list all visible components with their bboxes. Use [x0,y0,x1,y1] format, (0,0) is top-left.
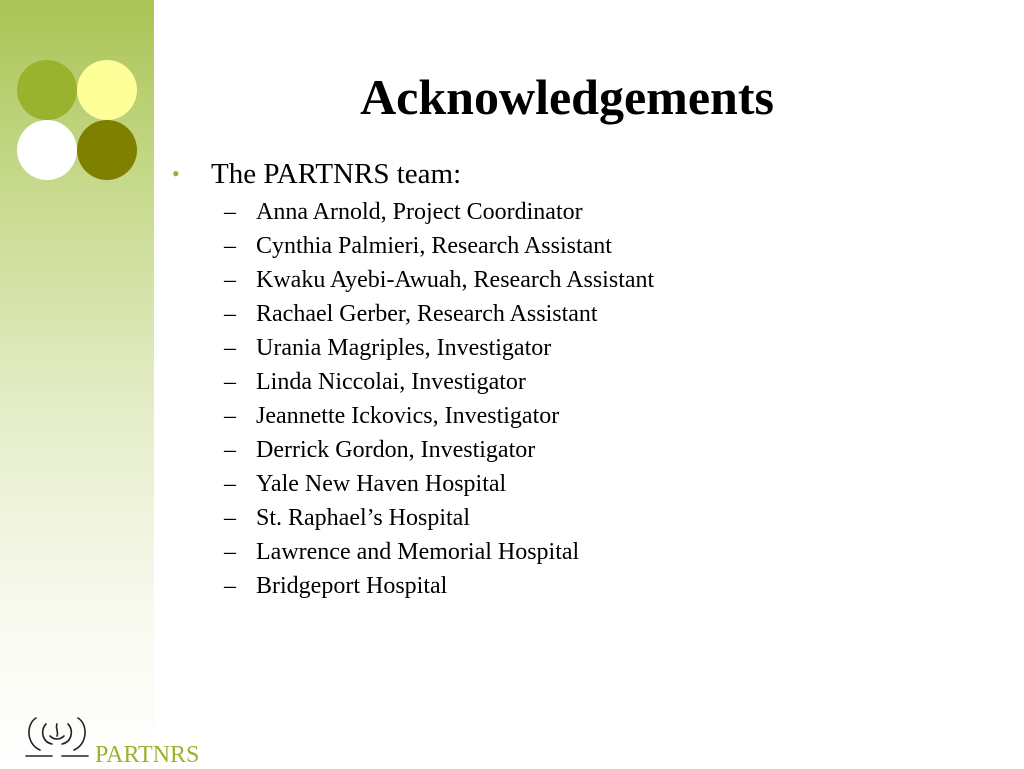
list-item [172,433,992,467]
dash-marker: – [224,539,236,565]
list-item-text: Kwaku Ayebi-Awuah, Research Assistant [256,267,655,293]
dash-marker: – [224,573,236,599]
dash-marker: – [224,233,236,259]
dash-marker: – [224,267,236,293]
slide-content [172,156,992,603]
decorative-circle-yellow [77,60,137,120]
decorative-circle-olive [77,120,137,180]
dash-marker: – [224,471,236,497]
logo-text: PARTNRS [95,742,200,768]
list-item-text: Anna Arnold, Project Coordinator [256,199,583,225]
partnrs-logo-icon [22,710,92,760]
list-item [172,195,992,229]
list-item [172,297,992,331]
dash-marker: – [224,403,236,429]
dash-marker: – [224,335,236,361]
list-item [172,365,992,399]
list-item [172,569,992,603]
sidebar-decoration [0,0,154,768]
list-item-text: Lawrence and Memorial Hospital [256,539,580,565]
list-item [172,535,992,569]
list-item-text: Yale New Haven Hospital [256,471,507,497]
decorative-circle-green [17,60,77,120]
bullet-item [172,156,992,192]
slide-title: Acknowledgements [360,69,774,125]
list-item [172,263,992,297]
dash-marker: – [224,505,236,531]
decorative-circle-white [17,120,77,180]
list-item-text: Rachael Gerber, Research Assistant [256,301,598,327]
list-item-text: Linda Niccolai, Investigator [256,369,526,395]
list-item-text: Urania Magriples, Investigator [256,335,552,361]
list-item [172,501,992,535]
list-item-text: Cynthia Palmieri, Research Assistant [256,233,612,259]
dash-marker: – [224,369,236,395]
list-item [172,467,992,501]
list-item-text: Bridgeport Hospital [256,573,448,599]
list-item-text: Jeannette Ickovics, Investigator [256,403,560,429]
bullet-text: The PARTNRS team: [211,158,462,190]
dash-marker: – [224,199,236,225]
list-item-text: St. Raphael’s Hospital [256,505,470,531]
bullet-marker: • [172,161,180,186]
list-item [172,399,992,433]
team-list [172,195,992,603]
dash-marker: – [224,301,236,327]
list-item-text: Derrick Gordon, Investigator [256,437,536,463]
list-item [172,229,992,263]
dash-marker: – [224,437,236,463]
list-item [172,331,992,365]
